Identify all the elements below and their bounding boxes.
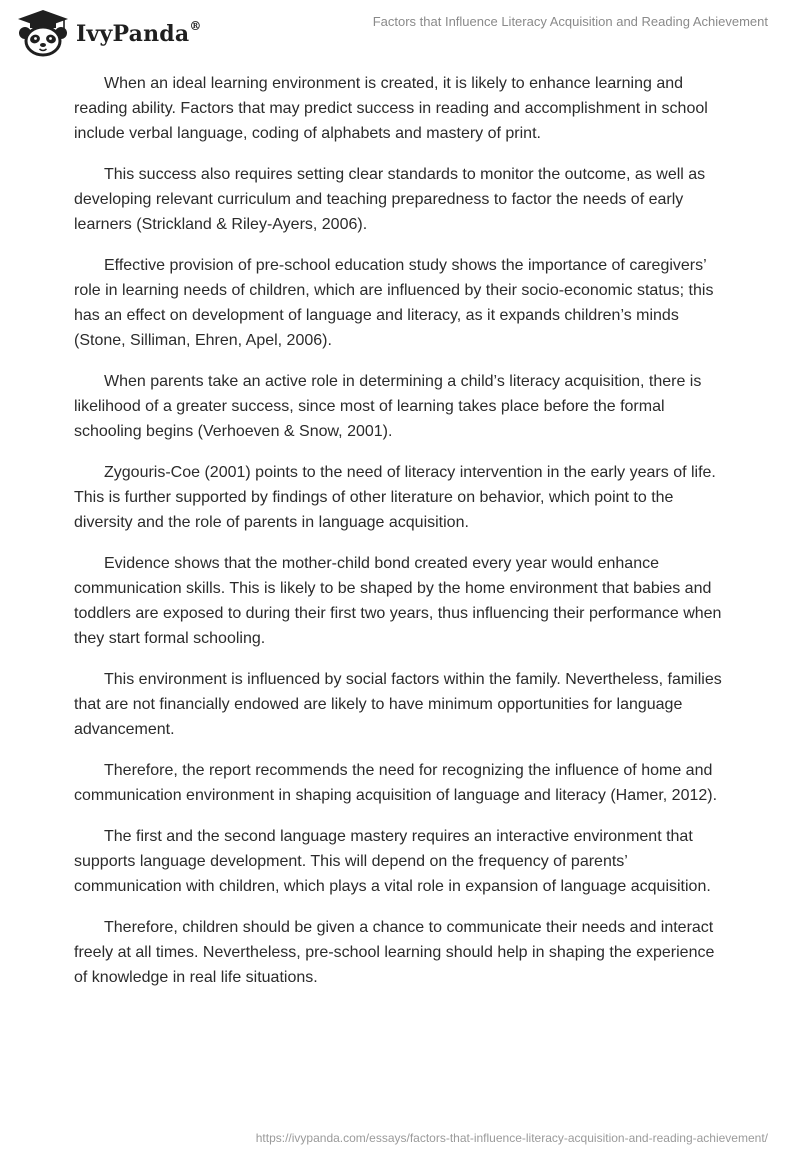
paragraph: Evidence shows that the mother-child bond created every year would enhance communication skills. This is likely to be shaped by the home environment that babies and toddlers are exposed to during their first two years, thus influencing their performance when they start formal schooling.: [74, 555, 722, 647]
paragraph: When an ideal learning environment is created, it is likely to enhance learning and reading ability. Factors that may predict success in reading and accomplishment in school include verbal language, coding of alphabets and mastery of print.: [74, 75, 708, 142]
paragraph: Therefore, children should be given a chance to communicate their needs and interact freely at all times. Nevertheless, pre-school learning should help in shaping the experience of knowledge in real life situations.: [74, 919, 715, 986]
page-header: [0, 0, 800, 70]
paragraph: This success also requires setting clear standards to monitor the outcome, as well as developing relevant curriculum and teaching preparedness to factor the needs of early learners (Strickland & Riley-Ayers, 2006).: [74, 166, 706, 233]
paragraph: Therefore, the report recommends the need for recognizing the influence of home and communication environment in shaping acquisition of language and literacy (Hamer, 2012).: [74, 762, 718, 804]
panda-graduate-logo-icon: [14, 8, 72, 58]
ivypanda-logo[interactable]: [14, 8, 202, 58]
brand-name: IvyPanda®: [76, 18, 202, 47]
paragraph: Zygouris-Coe (2001) points to the need of literacy intervention in the early years of life. This is further supported by findings of other literature on behavior, which point to the diversity and the role of parents in language acquisition.: [74, 464, 716, 531]
source-url[interactable]: https://ivypanda.com/essays/factors-that-influence-literacy-acquisition-and-reading-achievement/: [255, 1131, 768, 1145]
paragraph: This environment is influenced by social factors within the family. Nevertheless, families that are not financially endowed are likely to have minimum opportunities for language advancement.: [74, 671, 722, 738]
paragraph: The first and the second language mastery requires an interactive environment that supports language development. This will depend on the frequency of parents’ communication with children, which plays a vital role in expansion of language acquisition.: [74, 828, 711, 895]
essay-body: [74, 71, 724, 1006]
document-title: Factors that Influence Literacy Acquisition and Reading Achievement: [372, 14, 768, 29]
paragraph: Effective provision of pre-school education study shows the importance of caregivers’ role in learning needs of children, which are influenced by their socio-economic status; this has an effect on development of language and literacy, as it expands children’s minds (Stone, Silliman, Ehren, Apel, 2006).: [74, 257, 714, 349]
paragraph: When parents take an active role in determining a child’s literacy acquisition, there is likelihood of a greater success, since most of learning takes place before the formal schooling begins (Verhoeven & Snow, 2001).: [74, 373, 702, 440]
